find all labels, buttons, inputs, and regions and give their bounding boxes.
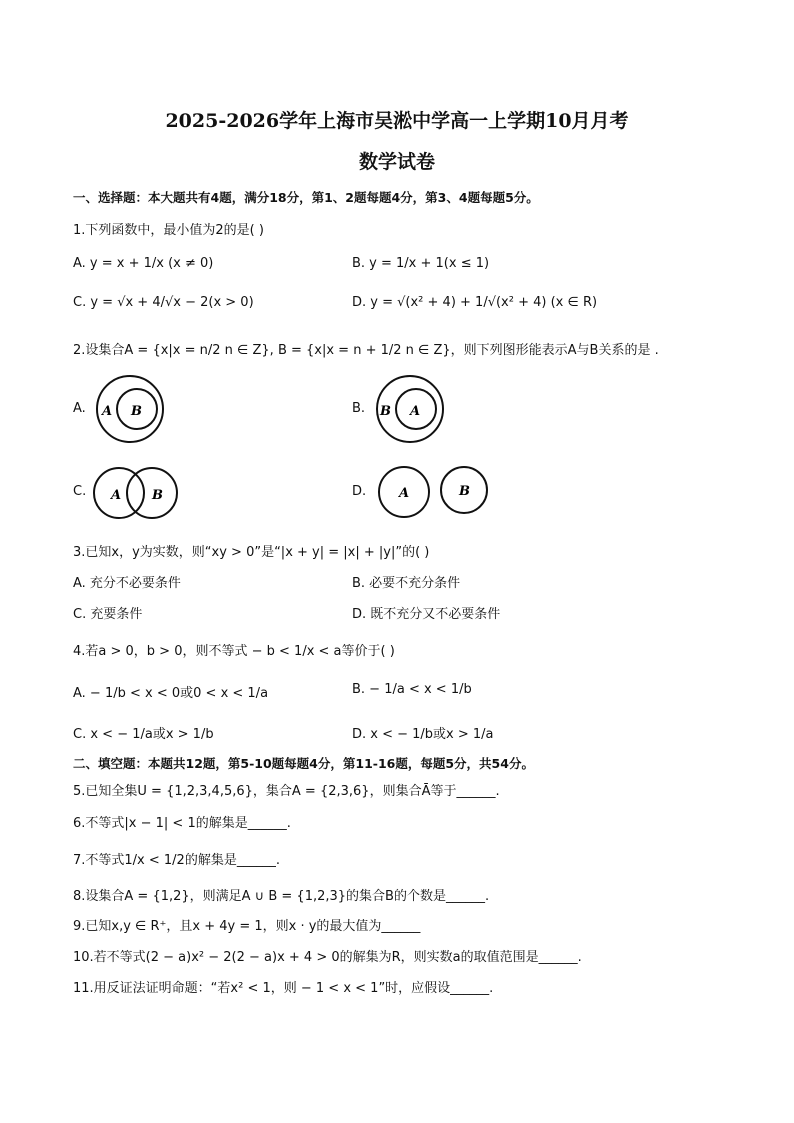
question-4-option-b: B. − 1/a < x < 1/b	[352, 682, 472, 697]
venn-c-right-label: B	[152, 488, 163, 503]
question-2-option-b-label: B.	[352, 401, 366, 416]
question-3-option-b: B. 必要不充分条件	[352, 576, 461, 591]
exam-subtitle: 数学试卷	[358, 151, 435, 173]
venn-d-left-label: A	[399, 486, 410, 501]
question-6: 6.不等式|x − 1| < 1的解集是______.	[73, 816, 291, 831]
question-3-option-d: D. 既不充分又不必要条件	[352, 607, 501, 622]
venn-c-left-label: A	[111, 488, 122, 503]
section1-heading: 一、选择题：本大题共有4题，满分18分，第1、2题每题4分，第3、4题每题5分。	[73, 190, 539, 205]
venn-diagram-a	[92, 372, 172, 448]
question-8: 8.设集合A = {1,2}，则满足A ∪ B = {1,2,3}的集合B的个数是______.	[73, 889, 490, 904]
question-1-stem: 1.下列函数中，最小值为2的是( )	[73, 223, 264, 238]
venn-diagram-d	[375, 464, 495, 520]
question-3-option-a: A. 充分不必要条件	[73, 576, 181, 591]
question-11: 11.用反证法证明命题：“若x² < 1，则 − 1 < x < 1”时，应假设______.	[73, 981, 494, 996]
section2-heading: 二、填空题：本题共12题，第5-10题每题4分，第11-16题，每题5分，共54分。	[73, 756, 534, 771]
question-2-option-c-label: C.	[73, 484, 87, 499]
venn-diagram-c	[92, 466, 184, 522]
question-4-option-d: D. x < − 1/b或x > 1/a	[352, 727, 494, 742]
question-4-option-a: A. − 1/b < x < 0或0 < x < 1/a	[73, 686, 269, 701]
question-2-option-d-label: D.	[352, 484, 367, 499]
question-2-option-a-label: A.	[73, 401, 86, 416]
question-10: 10.若不等式(2 − a)x² − 2(2 − a)x + 4 > 0的解集为R，则实数a的取值范围是______.	[73, 950, 582, 965]
question-1-option-c: C. y = √x + 4/√x − 2(x > 0)	[73, 295, 254, 310]
venn-diagram-b	[372, 372, 452, 448]
question-1-option-d: D. y = √(x² + 4) + 1/√(x² + 4) (x ∈ R)	[352, 295, 598, 310]
question-4-option-c: C. x < − 1/a或x > 1/b	[73, 727, 214, 742]
venn-a-inner-label: B	[131, 404, 142, 419]
question-3-option-c: C. 充要条件	[73, 607, 143, 622]
question-1-option-b: B. y = 1/x + 1(x ≤ 1)	[352, 256, 490, 271]
venn-a-outer-label: A	[102, 404, 113, 419]
question-5: 5.已知全集U = {1,2,3,4,5,6}，集合A = {2,3,6}，则集合Ā等于______.	[73, 784, 500, 799]
question-9: 9.已知x,y ∈ R⁺，且x + 4y = 1，则x · y的最大值为______	[73, 919, 421, 934]
exam-title: 2025-2026学年上海市吴淞中学高一上学期10月月考	[165, 110, 629, 132]
question-1-option-a: A. y = x + 1/x (x ≠ 0)	[73, 256, 214, 271]
venn-b-inner-label: A	[410, 404, 421, 419]
question-4-stem: 4.若a > 0，b > 0，则不等式 − b < 1/x < a等价于( )	[73, 644, 395, 659]
venn-b-outer-label: B	[380, 404, 391, 419]
venn-d-right-label: B	[459, 484, 470, 499]
question-7: 7.不等式1/x < 1/2的解集是______.	[73, 853, 280, 868]
question-3-stem: 3.已知x，y为实数，则“xy > 0”是“|x + y| = |x| + |y|”的( )	[73, 545, 430, 560]
question-2-stem: 2.设集合A = {x|x = n/2 n ∈ Z}, B = {x|x = n + 1/2 n ∈ Z}，则下列图形能表示A与B关系的是 .	[73, 343, 659, 358]
